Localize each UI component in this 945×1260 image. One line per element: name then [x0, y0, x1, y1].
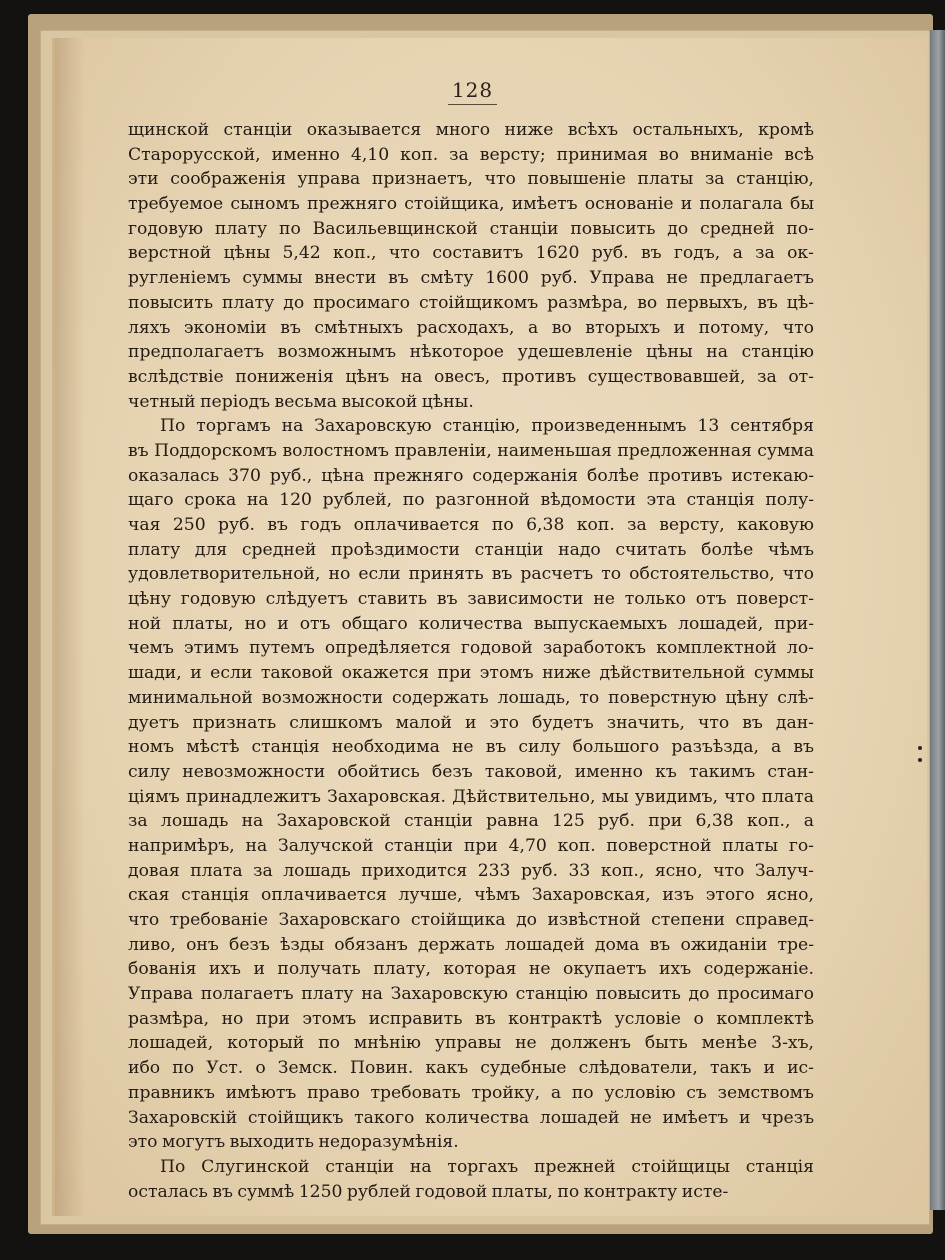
text-line: оказалась 370 руб., цѣна прежняго содержанія болѣе противъ истекаю- [128, 465, 814, 486]
text-line: напримѣръ, на Залучской станціи при 4,70 коп. поверстной платы го- [128, 835, 814, 856]
text-line: плату для средней проѣздимости станціи надо считать болѣе чѣмъ [128, 539, 814, 560]
text-line: четный періодъ весьма высокой цѣны. [128, 391, 474, 412]
text-line: По Слугинской станціи на торгахъ прежней стоійщицы станція [160, 1156, 814, 1177]
body-text [128, 118, 814, 1204]
text-line: ская станція оплачивается лучше, чѣмъ Захаровская, изъ этого ясно, [128, 885, 814, 906]
text-line: Старорусской, именно 4,10 коп. за версту; принимая во вниманіе всѣ [128, 144, 814, 165]
text-line: бованія ихъ и получать плату, которая не окупаетъ ихъ содержаніе. [128, 959, 814, 980]
paragraph [128, 118, 814, 414]
text-line: это могутъ выходить недоразумѣнія. [128, 1132, 459, 1153]
text-line: требуемое сыномъ прежняго стоійщика, имѣетъ основаніе и полагала бы [128, 194, 814, 215]
text-line: верстной цѣны 5,42 коп., что составитъ 1620 руб. въ годъ, а за ок- [128, 243, 814, 264]
text-line: щаго срока на 120 рублей, по разгонной вѣдомости эта станція полу- [128, 490, 814, 511]
text-line: лошадей, который по мнѣнію управы не долженъ быть менѣе 3-хъ, [128, 1033, 814, 1054]
text-line: ругленіемъ суммы внести въ смѣту 1600 руб. Управа не предлагаетъ [128, 268, 814, 289]
text-line: предполагаетъ возможнымъ нѣкоторое удешевленіе цѣны на станцію [128, 342, 814, 363]
text-line: ливо, онъ безъ ѣзды обязанъ держать лошадей дома въ ожиданіи тре- [128, 934, 814, 955]
text-line: осталась въ суммѣ 1250 рублей годовой платы, по контракту исте- [128, 1181, 729, 1202]
text-line: повысить плату до просимаго стоійщикомъ размѣра, во первыхъ, въ цѣ- [128, 292, 814, 313]
text-line: удовлетворительной, но если принять въ расчетъ то обстоятельство, что [128, 564, 814, 585]
paragraph [128, 1155, 814, 1204]
binding-marks [915, 738, 925, 778]
text-line: шади, и если таковой окажется при этомъ ниже дѣйствительной суммы [128, 663, 814, 684]
text-line: Управа полагаетъ плату на Захаровскую станцію повысить до просимаго [128, 984, 814, 1005]
text-line: довая плата за лошадь приходится 233 руб. 33 коп., ясно, что Залуч- [128, 860, 814, 881]
text-line: что требованіе Захаровскаго стоійщика до извѣстной степени справед- [128, 910, 814, 930]
text-line: По торгамъ на Захаровскую станцію, произведеннымъ 13 сентября [160, 416, 814, 437]
text-line: цѣну годовую слѣдуетъ ставить въ зависимости не только отъ поверст- [128, 589, 814, 610]
text-line: ибо по Уст. о Земск. Повин. какъ судебные слѣдователи, такъ и ис- [128, 1058, 814, 1079]
text-line: ной платы, но и отъ общаго количества выпускаемыхъ лошадей, при- [128, 613, 814, 634]
gutter-shadow [55, 38, 85, 1216]
text-line: правникъ имѣютъ право требовать тройку, а по условію съ земствомъ [128, 1082, 814, 1103]
text-line: годовую плату по Васильевщинской станціи повысить до средней по- [128, 218, 814, 239]
text-line: ціямъ принадлежитъ Захаровская. Дѣйствительно, мы увидимъ, что плата [128, 786, 814, 807]
page-number [0, 78, 945, 105]
text-line: щинской станціи оказывается много ниже всѣхъ остальныхъ, кромѣ [128, 120, 814, 140]
text-line: ляхъ экономіи въ смѣтныхъ расходахъ, а во вторыхъ и потому, что [128, 317, 814, 338]
text-line: дуетъ признать слишкомъ малой и это будетъ значить, что въ дан- [128, 712, 814, 733]
paragraph [128, 414, 814, 1155]
text-line: за лошадь на Захаровской станціи равна 125 руб. при 6,38 коп., а [128, 811, 814, 832]
text-line: силу невозможности обойтись безъ таковой, именно къ такимъ стан- [128, 761, 814, 782]
text-line: чая 250 руб. въ годъ оплачивается по 6,38 коп. за версту, каковую [128, 515, 814, 535]
page-number-text: 128 [448, 78, 497, 105]
text-line: эти соображенія управа признаетъ, что повышеніе платы за станцію, [128, 169, 814, 190]
text-line: номъ мѣстѣ станція необходима не въ силу большого разъѣзда, а въ [128, 737, 814, 758]
text-line: минимальной возможности содержать лошадь, то поверстную цѣну слѣ- [128, 687, 814, 708]
text-line: вслѣдствіе пониженія цѣнъ на овесъ, противъ существовавшей, за от- [128, 366, 814, 387]
text-line: Захаровскій стоійщикъ такого количества лошадей не имѣетъ и чрезъ [128, 1107, 814, 1128]
text-line: размѣра, но при этомъ исправить въ контрактѣ условіе о комплектѣ [128, 1008, 814, 1029]
text-line: въ Поддорскомъ волостномъ правленіи, наименьшая предложенная сумма [128, 440, 814, 461]
book-cloth-edge [929, 30, 945, 1210]
text-line: чемъ этимъ путемъ опредѣляется годовой заработокъ комплектной ло- [128, 638, 814, 659]
